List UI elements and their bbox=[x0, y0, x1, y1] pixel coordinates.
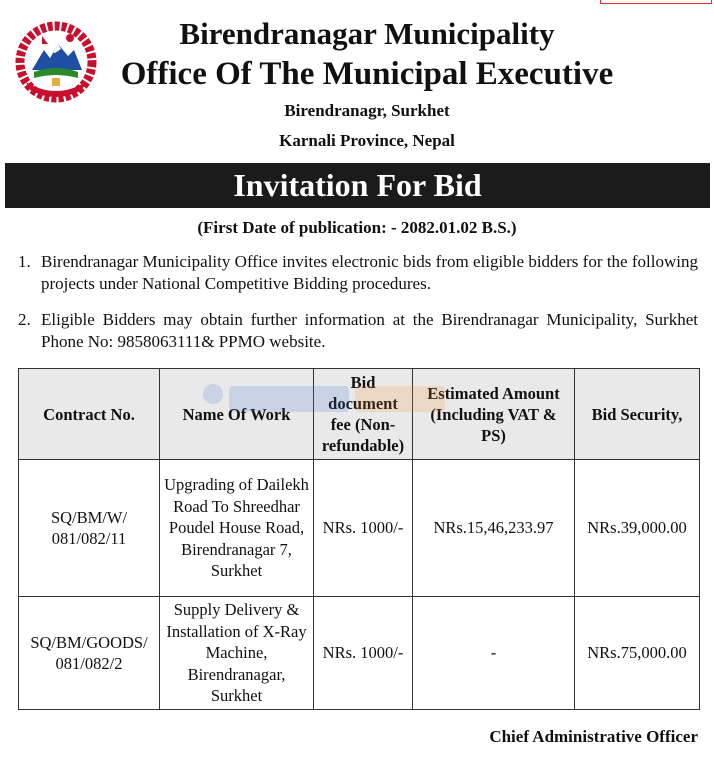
cell-contract-no: SQ/BM/W/ 081/082/11 bbox=[19, 460, 160, 597]
notice-title-banner: Invitation For Bid bbox=[5, 163, 710, 208]
nepal-emblem-icon bbox=[12, 20, 100, 104]
cell-bid-security: NRs.75,000.00 bbox=[575, 597, 700, 710]
bid-table bbox=[18, 368, 700, 710]
col-header-estimated-amount: Estimated Amount (Including VAT & PS) bbox=[413, 369, 575, 460]
cell-name-of-work: Upgrading of Dailekh Road To Shreedhar Poudel House Road, Birendranagar 7, Surkhet bbox=[160, 460, 314, 597]
paragraph-1 bbox=[18, 251, 698, 295]
cell-estimated-amount: - bbox=[413, 597, 575, 710]
paragraph-text: Birendranagar Municipality Office invites electronic bids from eligible bidders for the following projects under National Competitive Bidding procedures. bbox=[41, 252, 698, 293]
paragraph-2 bbox=[18, 309, 698, 353]
cell-name-of-work: Supply Delivery & Installation of X-Ray Machine, Birendranagar, Surkhet bbox=[160, 597, 314, 710]
cell-bid-document-fee: NRs. 1000/- bbox=[314, 597, 413, 710]
office-name: Office Of The Municipal Executive bbox=[120, 56, 614, 92]
address-city: Birendranagr, Surkhet bbox=[284, 101, 450, 120]
address-province: Karnali Province, Nepal bbox=[279, 131, 455, 150]
col-header-bid-document-fee: Bid document fee (Non-refundable) bbox=[314, 369, 413, 460]
corner-tab bbox=[600, 0, 712, 4]
col-header-bid-security: Bid Security, bbox=[575, 369, 700, 460]
publication-date: (First Date of publication: - 2082.01.02 B.S.) bbox=[197, 218, 517, 237]
cell-contract-no: SQ/BM/GOODS/ 081/082/2 bbox=[19, 597, 160, 710]
col-header-name-of-work: Name Of Work bbox=[160, 369, 314, 460]
cell-bid-document-fee: NRs. 1000/- bbox=[314, 460, 413, 597]
paragraph-text: Eligible Bidders may obtain further information at the Birendranagar Municipality, Surkhet Phone No: 9858063111& PPMO website. bbox=[41, 310, 698, 351]
paragraph-number: 2. bbox=[18, 310, 31, 329]
table-row bbox=[19, 597, 700, 710]
paragraph-number: 1. bbox=[18, 252, 31, 271]
cell-estimated-amount: NRs.15,46,233.97 bbox=[413, 460, 575, 597]
cell-bid-security: NRs.39,000.00 bbox=[575, 460, 700, 597]
table-row bbox=[19, 460, 700, 597]
signatory-title: Chief Administrative Officer bbox=[489, 727, 698, 746]
table-header-row bbox=[19, 369, 700, 460]
municipality-name: Birendranagar Municipality bbox=[179, 16, 555, 51]
col-header-contract-no: Contract No. bbox=[19, 369, 160, 460]
